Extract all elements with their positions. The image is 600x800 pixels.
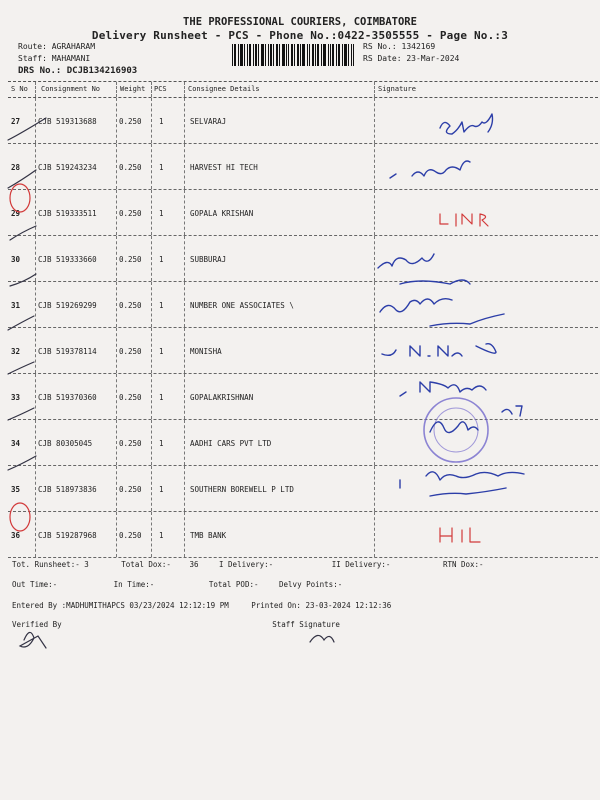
barcode-bar	[240, 44, 243, 66]
barcode-bar	[291, 44, 293, 66]
barcode-bar	[317, 44, 319, 66]
row-consignment: CJB 519333511	[38, 209, 97, 218]
entered-by: Entered By :MADHUMITHAPCS 03/23/2024 12:12:19 PM	[12, 601, 229, 610]
table-row	[8, 236, 598, 282]
barcode-bar	[282, 44, 285, 66]
barcode-bar	[315, 44, 316, 66]
row-weight: 0.250	[119, 117, 142, 126]
row-consignee: SUBBURAJ	[190, 255, 227, 264]
row-weight: 0.250	[119, 439, 142, 448]
row-weight: 0.250	[119, 347, 142, 356]
row-sno: 32	[11, 347, 21, 356]
col-sno: S No	[11, 85, 28, 93]
rtn-dox: RTN Dox:-	[442, 560, 484, 569]
barcode-bar	[276, 44, 278, 66]
barcode-bar	[336, 44, 337, 66]
staff: Staff: MAHAMANI	[18, 54, 91, 63]
barcode-bar	[253, 44, 254, 66]
table-row	[8, 328, 598, 374]
barcode-bar	[258, 44, 259, 66]
row-consignee: GOPALAKRISHNAN	[190, 393, 254, 402]
table-row	[8, 282, 598, 328]
row-weight: 0.250	[119, 255, 142, 264]
table-row	[8, 374, 598, 420]
table-row	[8, 144, 598, 190]
col-consignment: Consignment No	[41, 85, 101, 93]
row-weight: 0.250	[119, 163, 142, 172]
row-sno: 27	[11, 117, 21, 126]
printed-on: Printed On: 23-03-2024 12:12:36	[251, 601, 392, 610]
out-time: Out Time:-	[12, 580, 58, 589]
row-sno: 28	[11, 163, 21, 172]
runsheet-info	[363, 41, 459, 65]
barcode-bar	[244, 44, 245, 66]
row-consignment: CJB 519243234	[38, 163, 97, 172]
row-pcs: 1	[159, 117, 164, 126]
barcode-bar	[273, 44, 274, 66]
totals-line-3	[12, 601, 391, 610]
table-row	[8, 466, 598, 512]
barcode-bar	[294, 44, 295, 66]
col-consignee: Consignee Details	[188, 85, 260, 93]
row-sno: 36	[11, 531, 21, 540]
barcode-bar	[348, 44, 349, 66]
barcode-bar	[323, 44, 326, 66]
delvy-points: Delvy Points:-	[279, 580, 343, 589]
rs-number: RS No.: 1342169	[363, 42, 436, 51]
ii-delivery: II Delivery:-	[331, 560, 391, 569]
barcode-bar	[302, 44, 305, 66]
row-pcs: 1	[159, 209, 164, 218]
company-name: THE PROFESSIONAL COURIERS, COIMBATORE	[183, 16, 417, 28]
totals-line-4	[12, 620, 340, 629]
row-consignee: TMB BANK	[190, 531, 227, 540]
row-pcs: 1	[159, 393, 164, 402]
barcode-bar	[312, 44, 314, 66]
col-pcs: PCS	[154, 85, 167, 93]
table-header	[8, 81, 598, 98]
row-consignee: MONISHA	[190, 347, 222, 356]
row-sno: 31	[11, 301, 21, 310]
row-weight: 0.250	[119, 531, 142, 540]
row-weight: 0.250	[119, 485, 142, 494]
row-pcs: 1	[159, 439, 164, 448]
table-body	[8, 98, 598, 558]
row-sno: 30	[11, 255, 21, 264]
row-consignment: CJB 519370360	[38, 393, 97, 402]
runsheet-title: Delivery Runsheet - PCS - Phone No.:0422-3505555 - Page No.:3	[91, 29, 509, 42]
row-weight: 0.250	[119, 393, 142, 402]
barcode-bar	[265, 44, 266, 66]
route-info	[18, 41, 137, 77]
barcode-bar	[270, 44, 272, 66]
total-pod: Total POD:-	[208, 580, 259, 589]
barcode-bar	[300, 44, 301, 66]
barcode-bar	[234, 44, 236, 66]
table-row	[8, 190, 598, 236]
barcode-bar	[249, 44, 251, 66]
row-pcs: 1	[159, 485, 164, 494]
barcode-bar	[255, 44, 257, 66]
row-weight: 0.250	[119, 301, 142, 310]
row-sno: 34	[11, 439, 21, 448]
barcode-bar	[321, 44, 322, 66]
row-consignee: NUMBER ONE ASSOCIATES \	[190, 301, 294, 310]
total-dox-value: 36	[189, 560, 199, 569]
barcode-bar	[238, 44, 239, 66]
barcode-bar	[338, 44, 340, 66]
total-dox-label: Total Dox:-	[121, 560, 171, 569]
row-pcs: 1	[159, 163, 164, 172]
rs-date: RS Date: 23-Mar-2024	[363, 54, 460, 63]
row-consignment: CJB 80305045	[38, 439, 93, 448]
row-consignee: HARVEST HI TECH	[190, 163, 258, 172]
barcode-bar	[261, 44, 264, 66]
barcode-bar	[328, 44, 329, 66]
barcode-bar	[353, 44, 354, 66]
row-consignee: GOPALA KRISHAN	[190, 209, 254, 218]
drs-number: DRS No.: DCJB134216903	[18, 66, 138, 76]
verified-by: Verified By	[12, 620, 62, 629]
consignment-table	[8, 81, 598, 558]
staff-signature: Staff Signature	[272, 620, 340, 629]
in-time: In Time:-	[113, 580, 155, 589]
row-consignment: CJB 519269299	[38, 301, 97, 310]
row-consignee: SELVARAJ	[190, 117, 227, 126]
col-weight: Weight	[120, 85, 146, 93]
barcode-bar	[342, 44, 343, 66]
table-row	[8, 512, 598, 558]
row-pcs: 1	[159, 347, 164, 356]
table-row	[8, 98, 598, 144]
barcode	[232, 44, 354, 66]
row-consignment: CJB 519333660	[38, 255, 97, 264]
barcode-bar	[351, 44, 352, 66]
barcode-bar	[232, 44, 233, 66]
barcode-bar	[307, 44, 308, 66]
totals-line-2	[12, 580, 342, 589]
row-sno: 29	[11, 209, 21, 218]
route: Route: AGRAHARAM	[18, 42, 96, 51]
barcode-bar	[247, 44, 248, 66]
tot-runsheet: Tot. Runsheet:- 3	[12, 560, 89, 569]
row-sno: 33	[11, 393, 21, 402]
barcode-bar	[344, 44, 347, 66]
row-consignment: CJB 519313688	[38, 117, 97, 126]
row-weight: 0.250	[119, 209, 142, 218]
row-sno: 35	[11, 485, 21, 494]
totals-line-1	[12, 560, 484, 569]
i-delivery: I Delivery:-	[219, 560, 274, 569]
barcode-bar	[268, 44, 269, 66]
col-signature: Signature	[378, 85, 416, 93]
barcode-bar	[279, 44, 280, 66]
row-consignment: CJB 518973836	[38, 485, 97, 494]
barcode-bar	[309, 44, 310, 66]
row-pcs: 1	[159, 531, 164, 540]
row-consignment: CJB 519287968	[38, 531, 97, 540]
row-pcs: 1	[159, 301, 164, 310]
table-row	[8, 420, 598, 466]
row-consignee: AADHI CARS PVT LTD	[190, 439, 272, 448]
barcode-bar	[286, 44, 287, 66]
barcode-bar	[332, 44, 334, 66]
row-pcs: 1	[159, 255, 164, 264]
barcode-bar	[330, 44, 331, 66]
row-consignee: SOUTHERN BOREWELL P LTD	[190, 485, 294, 494]
barcode-bar	[297, 44, 299, 66]
row-consignment: CJB 519378114	[38, 347, 97, 356]
barcode-bar	[288, 44, 289, 66]
